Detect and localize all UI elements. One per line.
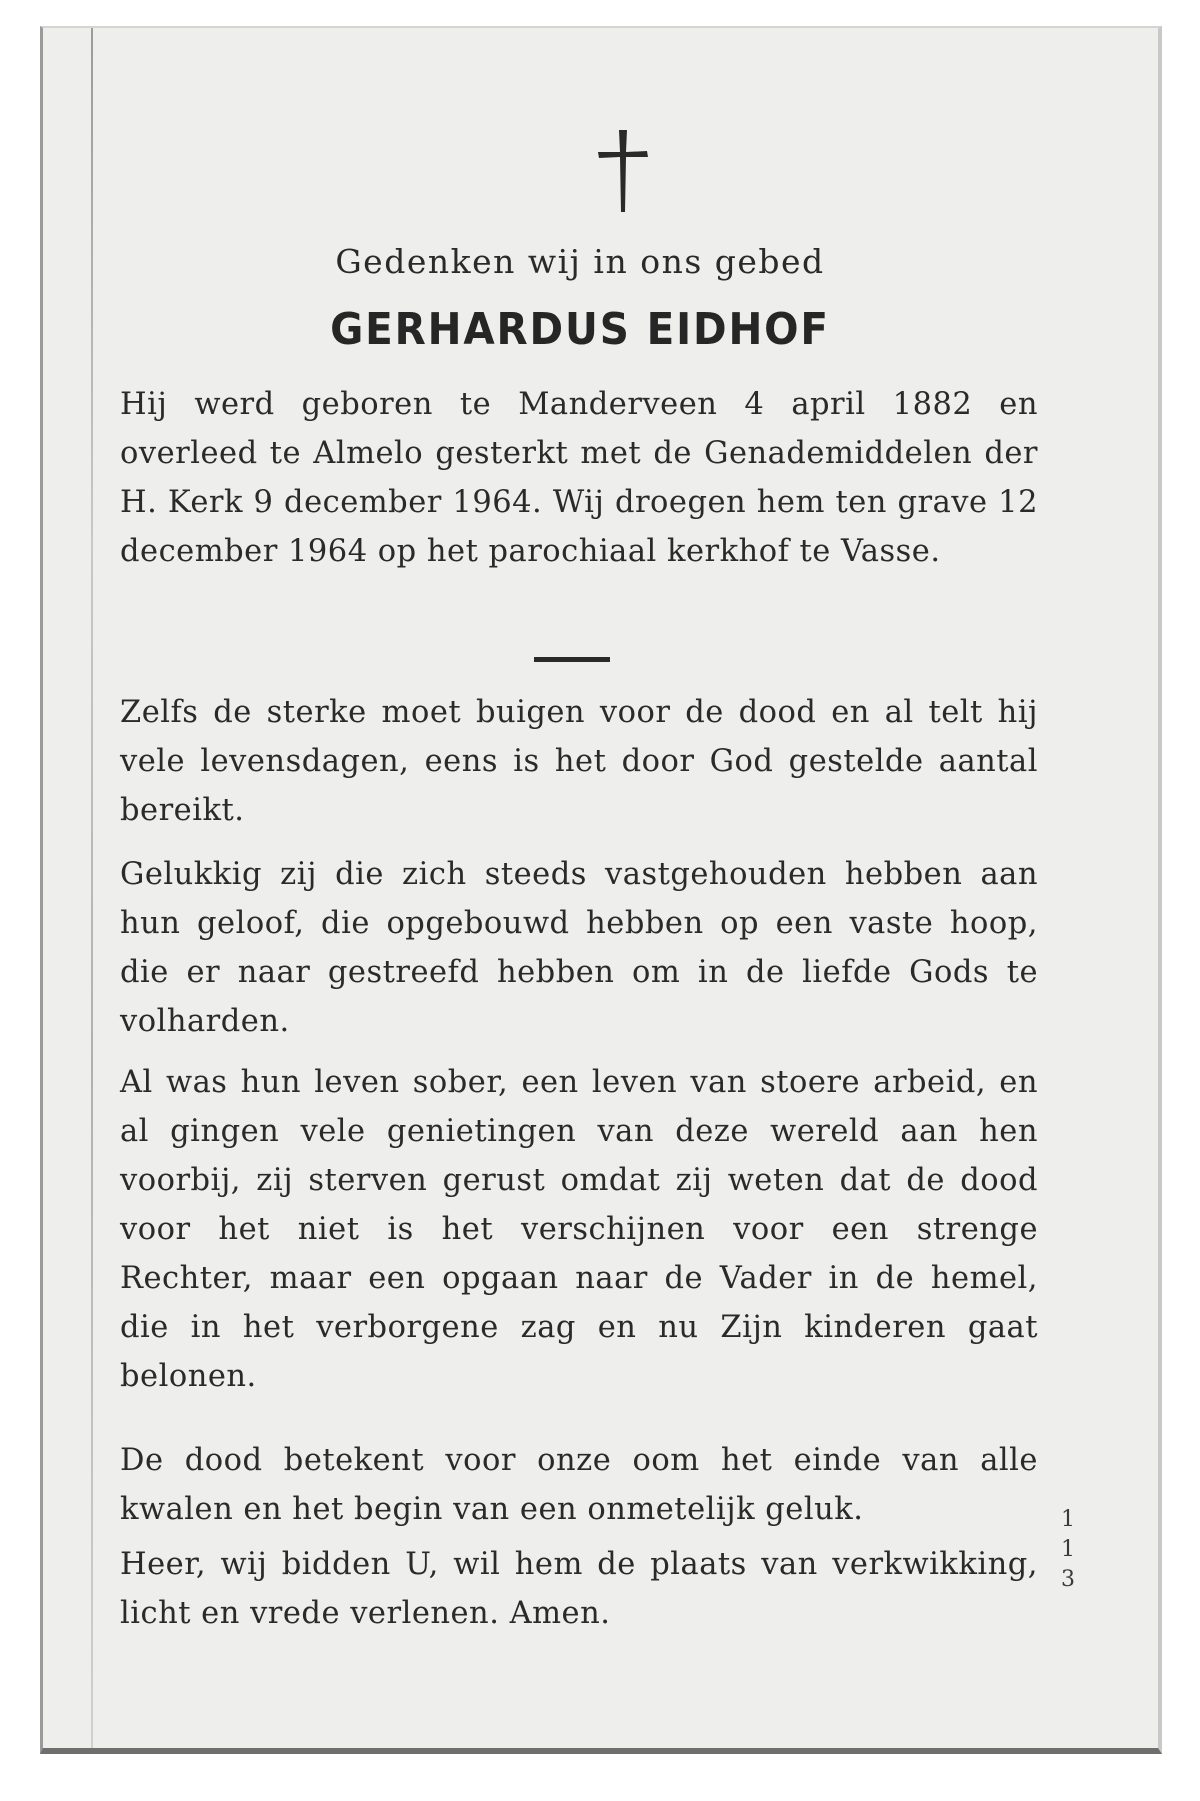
margin-mark: 1 <box>1061 1537 1075 1562</box>
section-divider <box>534 657 610 662</box>
card-edge-line <box>91 28 93 1748</box>
margin-marks <box>1060 1505 1076 1595</box>
margin-mark: 1 <box>1061 1507 1075 1532</box>
intro-line: Gedenken wij in ons gebed <box>335 242 825 281</box>
margin-mark: 3 <box>1061 1567 1075 1592</box>
prayer-paragraph-4: De dood betekent voor onze oom het einde van alle kwalen en het begin van een onmetelijk geluk. <box>120 1443 1038 1527</box>
deceased-name: GERHARDUS EIDHOF <box>330 304 830 355</box>
prayer-paragraph-1: Zelfs de sterke moet buigen voor de dood en al telt hij vele levensdagen, eens is het door God gestelde aantal bereikt. <box>120 695 1038 828</box>
prayer-paragraph-3: Al was hun leven sober, een leven van stoere arbeid, en al gingen vele genietingen van deze wereld aan hen voorbij, zij sterven gerust omdat zij weten dat de dood voor het niet is het verschijnen voor een strenge Rechter, maar een opgaan naar de Vader in de hemel, die in het verborgene zag en nu Zijn kinderen gaat belonen. <box>120 1065 1038 1394</box>
prayer-paragraph-2: Gelukkig zij die zich steeds vastgehouden hebben aan hun geloof, die opgebouwd hebben op een vaste hoop, die er naar gestreefd hebben om in de liefde Gods te volharden. <box>120 857 1038 1039</box>
birth-death-paragraph: Hij werd geboren te Manderveen 4 april 1882 en overleed te Almelo gesterkt met de Genademiddelen der H. Kerk 9 december 1964. Wij droegen hem ten grave 12 december 1964 op het parochiaal kerkhof te Vasse. <box>120 387 1038 569</box>
prayer-paragraph-5: Heer, wij bidden U, wil hem de plaats van verkwikking, licht en vrede verlenen. Amen. <box>120 1547 1038 1631</box>
cross-icon <box>595 128 651 214</box>
